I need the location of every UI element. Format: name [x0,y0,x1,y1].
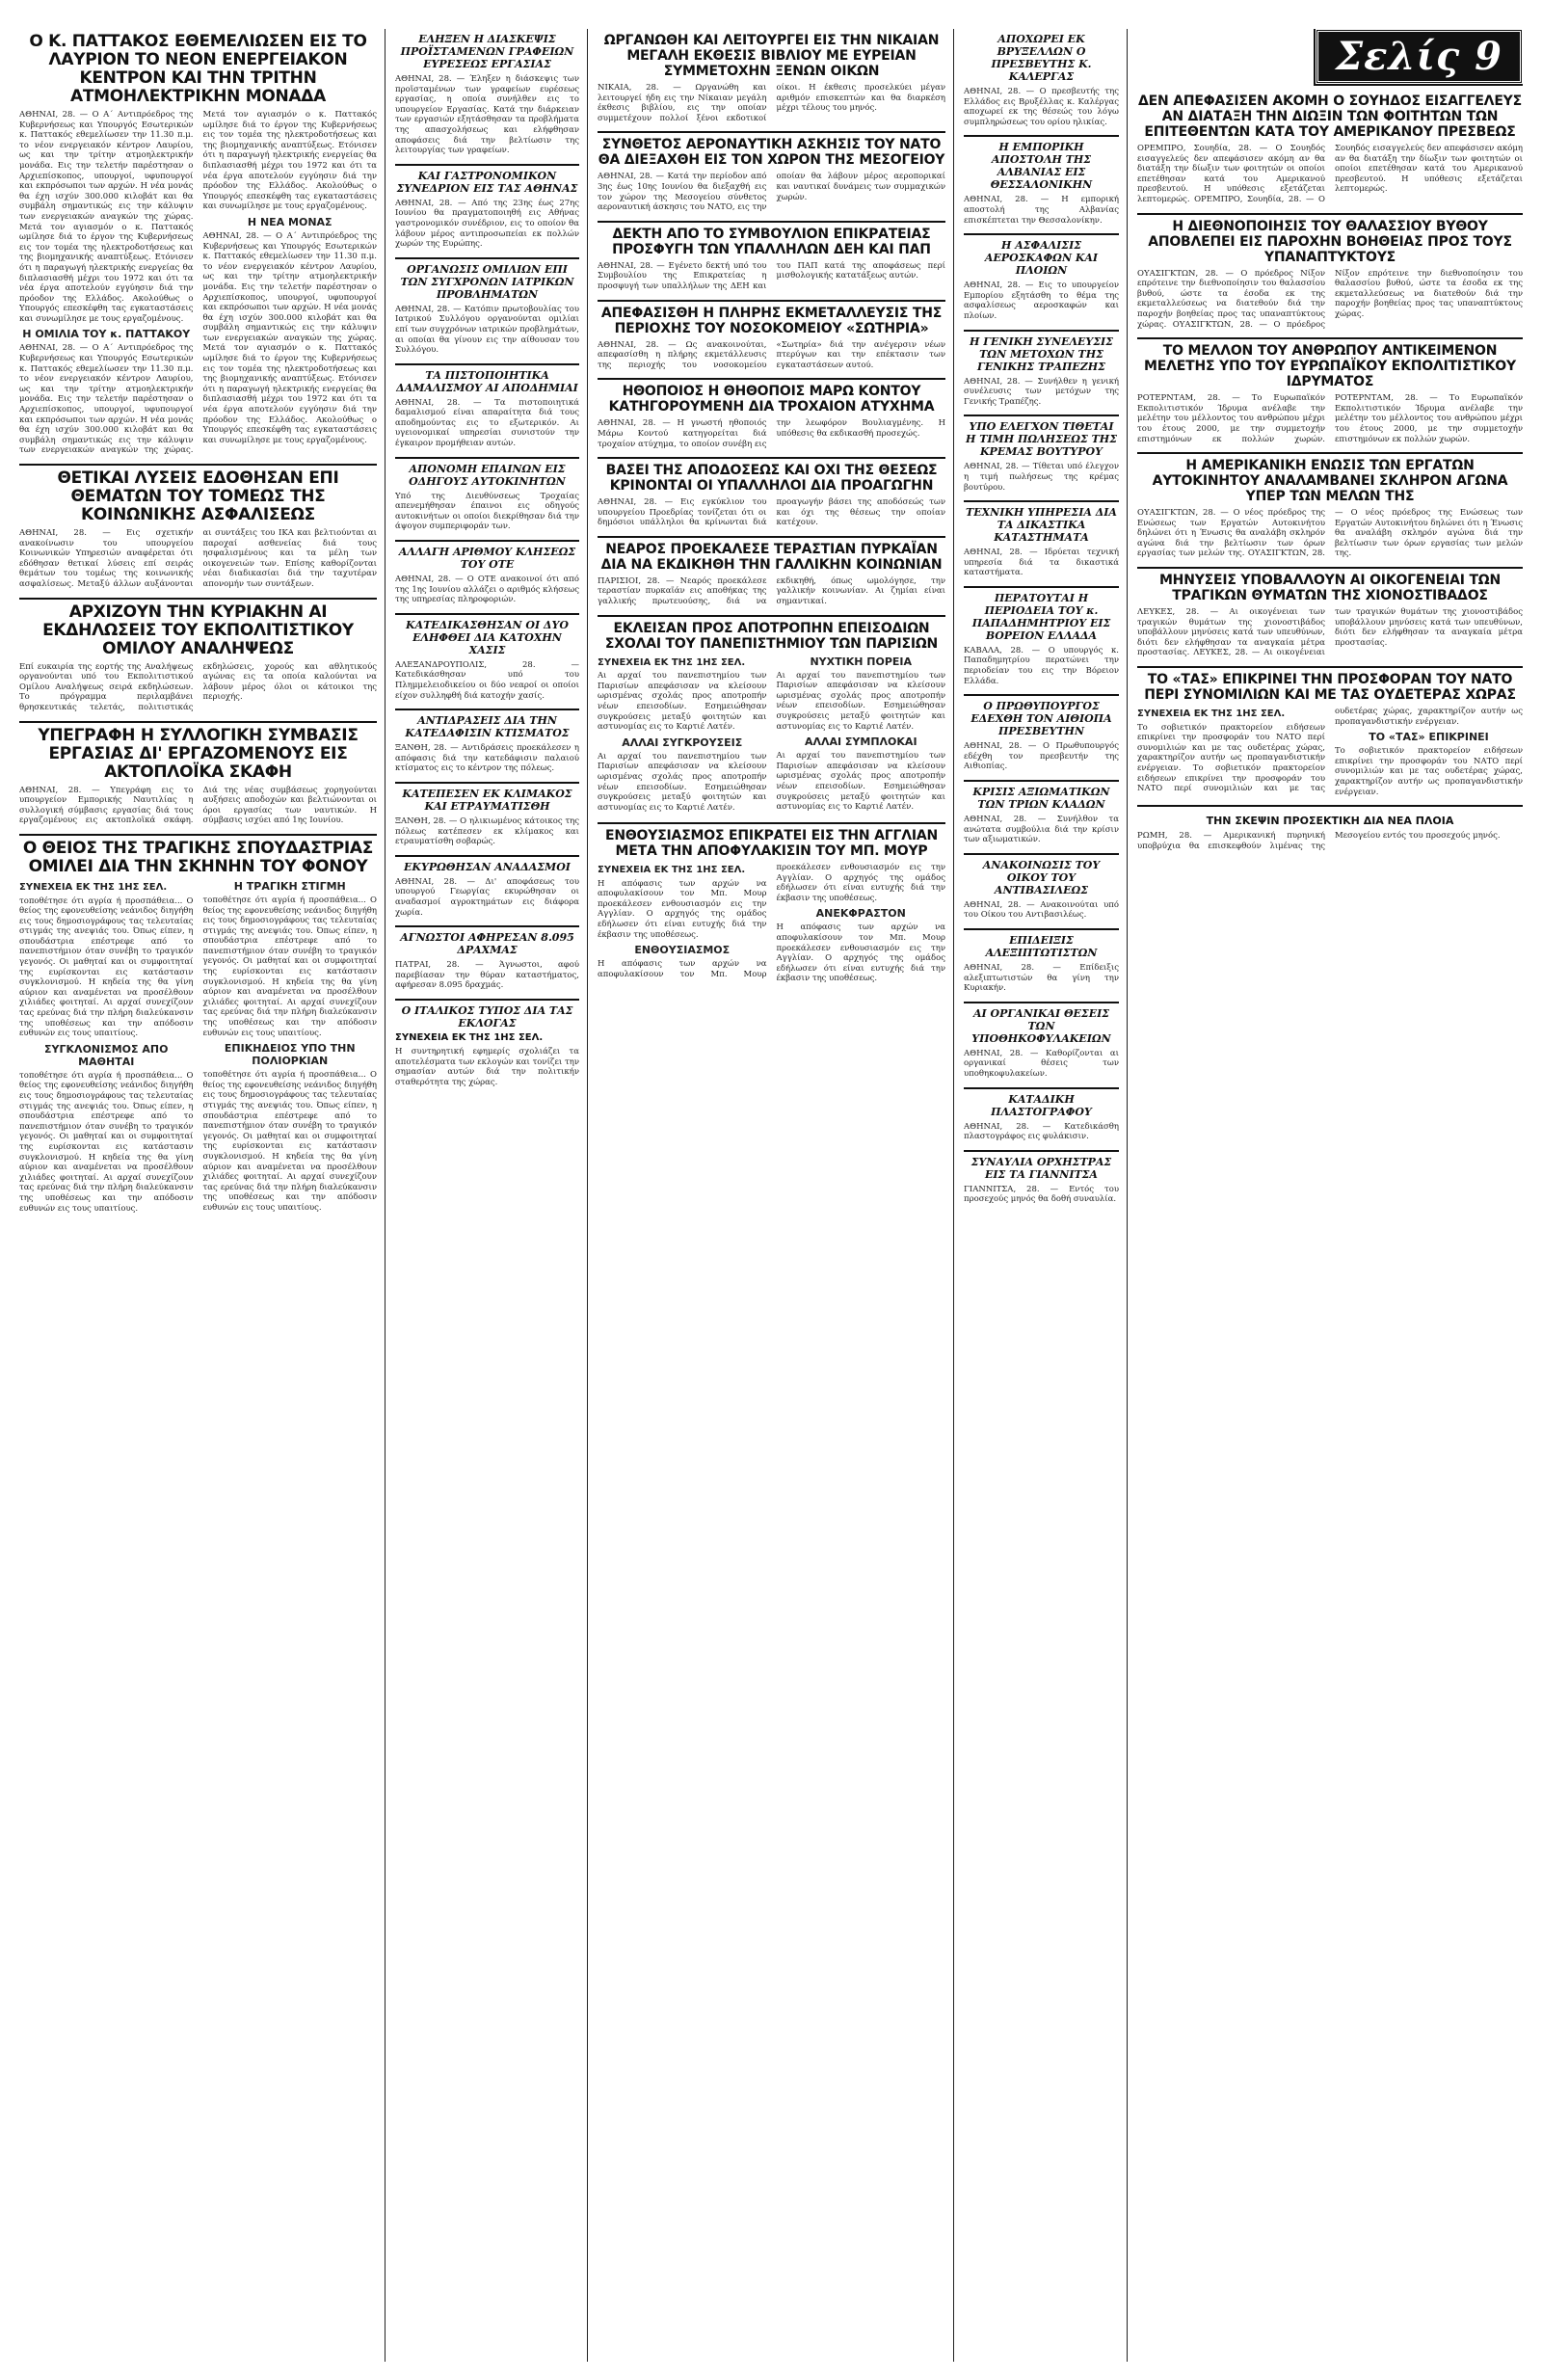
article-body: ΟΥΑΣΙΓΚΤΩΝ, 28. — Ο νέος πρόεδρος της Ενώσεως των Εργατών Αυτοκινήτου δηλώνει ότι η Ένωσις θα αναλάβη σκληρόν αγώνα διά την βελτίωσιν των όρων εργασίας των μελών της. ΟΥΑΣΙΓΚΤΩΝ, 28. — Ο νέος πρόεδρος της Ενώσεως των Εργατών Αυτοκινήτου δηλώνει ότι η Ένωσις θα αναλάβη σκληρόν αγώνα διά την βελτίωσιν των όρων εργασίας των μελών της. [1137,508,1523,559]
article-submarines [1137,807,1523,859]
headline: ΑΠΕΦΑΣΙΣΘΗ Η ΠΛΗΡΗΣ ΕΚΜΕΤΑΛΛΕΥΣΙΣ ΤΗΣ ΠΕΡΙΟΧΗΣ ΤΟΥ ΝΟΣΟΚΟΜΕΙΟΥ «ΣΩΤΗΡΙΑ» [600,305,943,336]
article-body: ΑΘΗΝΑΙ, 28. — Τα πιστοποιητικά δαμαλισμού είναι απαραίτητα διά τους αποδημούντας εις το εξωτερικόν. Αι υγειονομικαί υπηρεσίαι συνιστούν την έγκαιρον προμήθειαν αυτών. [395,397,579,449]
article-paris-university [598,617,945,824]
subheading: ΑΝΕΚΦΡΑΣΤΟΝ [815,907,906,921]
article-butter-cream [964,416,1119,502]
headline: ΘΕΤΙΚΑΙ ΛΥΣΕΙΣ ΕΔΟΘΗΣΑΝ ΕΠΙ ΘΕΜΑΤΩΝ ΤΟΥ ΤΟΜΕΩΣ ΤΗΣ ΚΟΙΝΩΝΙΚΗΣ ΑΣΦΑΛΙΣΕΩΣ [57,468,339,524]
article-student-uncle [19,836,377,1223]
article-future-man [1137,339,1523,454]
article-officers-review [964,782,1119,855]
article-body: ΟΥΑΣΙΓΚΤΩΝ, 28. — Ο πρόεδρος Νίξον επρότεινε την διεθνοποίησιν του θαλασσίου βυθού, ώστε τα έσοδα εκ της εκμεταλλεύσεως να διατεθούν διά την παροχήν βοηθείας προς τας υπαναπτύκτους χώρας. ΟΥΑΣΙΓΚΤΩΝ, 28. — Ο πρόεδρος Νίξον επρότεινε την διεθνοποίησιν του θαλασσίου βυθού, ώστε τα έσοδα εκ της εκμεταλλεύσεως να διατεθούν διά την παροχήν βοηθείας προς τας υπαναπτύκτους χώρας. [1137,268,1523,330]
subheading: ΣΥΓΚΛΟΝΙΣΜΟΣ ΑΠΟ ΜΑΘΗΤΑΙ [44,1042,169,1068]
article-nato-exercise [598,133,945,222]
headline: ΠΕΡΑΤΟΥΤΑΙ Η ΠΕΡΙΟΔΕΙΑ ΤΟΥ κ. ΠΑΠΑΔΗΜΗΤΡΙΟΥ ΕΙΣ ΒΟΡΕΙΟΝ ΕΛΛΑΔΑ [971,591,1111,642]
article-seabed [1137,215,1523,340]
column-5 [1137,29,1523,2362]
article-body: Η συντηρητική εφημερίς σχολιάζει τα αποτελέσματα των εκλογών και τονίζει την σημασίαν αυτών διά την πολιτικήν σταθερότητα της χώρας. [395,1046,579,1087]
article-body: ΣΥΝΕΧΕΙΑ ΕΚ ΤΗΣ 1ΗΣ ΣΕΛ. Το σοβιετικόν πρακτορείον ειδήσεων επικρίνει την προσφοράν του ΝΑΤΟ περί συνομιλιών και με τας ουδετέρας χώρας, χαρακτηρίζον αυτήν ως προπαγανδιστικήν ενέργειαν. Το σοβιετικόν πρακτορείον ειδήσεων επικρίνει την προσφοράν του ΝΑΤΟ περί συνομιλιών και με τας ουδετέρας χώρας, χαρακτηρίζον αυτήν ως προπαγανδιστικήν ενέργειαν. ΤΟ «ΤΑΣ» ΕΠΙΚΡΙΝΕΙ Το σοβιετικόν πρακτορείον ειδήσεων επικρίνει την προσφοράν του ΝΑΤΟ περί συνομιλιών και με τας ουδετέρας χώρας, χαρακτηρίζον αυτήν ως προπαγανδιστικήν ενέργειαν. [1137,707,1523,797]
headline: ΑΠΟΝΟΜΗ ΕΠΑΙΝΩΝ ΕΙΣ ΟΔΗΓΟΥΣ ΑΥΤΟΚΙΝΗΤΩΝ [409,462,566,488]
article-body: ΑΘΗΝΑΙ, 28. — Εις εγκύκλιον του υπουργείου Προεδρίας τονίζεται ότι οι δημόσιοι υπάλληλοι θα κρίνωνται διά προαγωγήν βάσει της αποδόσεώς των και όχι της θέσεως την οποίαν κατέχουν. [598,497,945,528]
article-general-bank [964,332,1119,417]
article-forger [964,1089,1119,1152]
article-body: ΡΟΤΕΡΝΤΑΜ, 28. — Το Ευρωπαϊκόν Εκπολιτιστικόν Ίδρυμα ανέλαβε την μελέτην του μέλλοντος του ανθρώπου μέχρι του έτους 2000, με την συμμετοχήν επιστημόνων εκ πολλών χωρών. ΡΟΤΕΡΝΤΑΜ, 28. — Το Ευρωπαϊκόν Εκπολιτιστικόν Ίδρυμα ανέλαβε την μελέτην του μέλλοντος του ανθρώπου μέχρι του έτους 2000, με την συμμετοχήν επιστημόνων εκ πολλών χωρών. [1137,393,1523,444]
column-4 [964,29,1128,2362]
headline: ΤΕΧΝΙΚΗ ΥΠΗΡΕΣΙΑ ΔΙΑ ΤΑ ΔΙΚΑΣΤΙΚΑ ΚΑΤΑΣΤΗΜΑΤΑ [966,506,1117,545]
headline: ΚΑΤΕΠΕΣΕΝ ΕΚ ΚΛΙΜΑΚΟΣ ΚΑΙ ΕΤΡΑΥΜΑΤΙΣΘΗ [402,787,572,813]
headline: ΤΗΝ ΣΚΕΨΙΝ ΠΡΟΣΕΚΤΙΚΗ ΔΙΑ ΝΕΑ ΠΛΟΙΑ [1206,815,1454,828]
article-body: ΑΘΗΝΑΙ, 28. — Καθορίζονται αι οργανικαί θέσεις των υποθηκοφυλακείων. [964,1048,1119,1079]
article-body: ΑΘΗΝΑΙ, 28. — Κατεδικάσθη πλαστογράφος εις φυλάκισιν. [964,1121,1119,1142]
headline: ΔΕΝ ΑΠΕΦΑΣΙΣΕΝ ΑΚΟΜΗ Ο ΣΟΥΗΔΟΣ ΕΙΣΑΓΓΕΛΕΥΣ ΑΝ ΔΙΑΤΑΞΗ ΤΗΝ ΔΙΩΞΙΝ ΤΩΝ ΦΟΙΤΗΤΩΝ ΤΩΝ ΕΠΙΤΕΘΕΝΤΩΝ ΚΑΤΑ ΤΟΥ ΑΜΕΡΙΚΑΝΟΥ ΠΡΕΣΒΕΩΣ [1138,94,1522,140]
headline: ΕΚΥΡΩΘΗΣΑΝ ΑΝΑΔΑΣΜΟΙ [404,860,571,873]
headline: ΕΠΙΔΕΙΞΙΣ ΑΛΕΞΙΠΤΩΤΙΣΤΩΝ [985,934,1098,959]
article-body: ΑΘΗΝΑΙ, 28. — Η γνωστή ηθοποιός Μάρω Κοντού κατηγορείται διά τροχαίον ατύχημα, το οποίον συνέβη εις την λεωφόρον Βουλιαγμένης. Η υπόθεσις θα εκδικασθή προσεχώς. [598,418,945,449]
headline: ΕΛΗΞΕΝ Η ΔΙΑΣΚΕΨΙΣ ΠΡΟΪΣΤΑΜΕΝΩΝ ΓΡΑΦΕΙΩΝ ΕΥΡΕΣΕΩΣ ΕΡΓΑΣΙΑΣ [400,33,574,70]
subheading: Η ΟΜΙΛΙΑ ΤΟΥ κ. ΠΑΤΤΑΚΟΥ [22,328,191,341]
article-social-insurance [19,466,377,600]
article-mortgage-offices [964,1003,1119,1089]
article-theft [395,927,579,1001]
headline: ΝΕΑΡΟΣ ΠΡΟΕΚΑΛΕΣΕ ΤΕΡΑΣΤΙΑΝ ΠΥΡΚΑΪΑΝ ΔΙΑ ΝΑ ΕΚΔΙΚΗΘΗ ΤΗΝ ΓΑΛΛΙΚΗΝ ΚΟΙΝΩΝΙΑΝ [600,541,943,573]
article-medical-talks [395,259,579,365]
article-drivers-awards [395,459,579,542]
article-sotiria-hospital [598,302,945,381]
article-land-redistribution [395,857,579,927]
article-body: ΑΘΗΝΑΙ, 28. — Ο ΟΤΕ ανακοινοί ότι από της 1ης Ιουνίου αλλάζει ο αριθμός κλήσεως της υπηρεσίας πληροφοριών. [395,575,579,605]
subheading: ΤΟ «ΤΑΣ» ΕΠΙΚΡΙΝΕΙ [1369,731,1489,744]
column-3 [598,29,954,2362]
headline: Η ΑΜΕΡΙΚΑΝΙΚΗ ΕΝΩΣΙΣ ΤΩΝ ΕΡΓΑΤΩΝ ΑΥΤΟΚΙΝΗΤΟΥ ΑΝΑΛΑΜΒΑΝΕΙ ΣΚΛΗΡΟΝ ΑΓΩΝΑ ΥΠΕΡ ΤΩΝ ΜΕΛΩΝ ΤΗΣ [1152,458,1508,505]
article-paris-fire [598,538,945,617]
article-analipseos-club [19,600,377,723]
subheading: Η ΝΕΑ ΜΟΝΑΣ [247,215,332,228]
article-hashish [395,615,579,710]
headline: Ο ΠΡΩΘΥΠΟΥΡΓΟΣ ΕΔΕΧΘΗ ΤΟΝ ΑΙΘΙΟΠΑ ΠΡΕΣΒΕΥΤΗΝ [970,700,1112,738]
article-body: ΠΑΤΡΑΙ, 28. — Άγνωστοι, αφού παρεβίασαν την θύραν καταστήματος, αφήρεσαν 8.095 δραχμάς. [395,960,579,991]
headline: ΑΠΟΧΩΡΕΙ ΕΚ ΒΡΥΞΕΛΛΩΝ Ο ΠΡΕΣΒΕΥΤΗΣ Κ. ΚΑΛΕΡΓΑΣ [991,33,1092,83]
article-dei-appeal [598,223,945,302]
article-actress-accident [598,380,945,459]
headline: ΣΥΝΑΥΛΙΑ ΟΡΧΗΣΤΡΑΣ ΕΙΣ ΤΑ ΓΙΑΝΝΙΤΣΑ [970,1155,1112,1181]
headline: ΟΡΓΑΝΩΣΙΣ ΟΜΙΛΙΩΝ ΕΠΙ ΤΩΝ ΣΥΓΧΡΟΝΩΝ ΙΑΤΡΙΚΩΝ ΠΡΟΒΛΗΜΑΤΩΝ [400,262,574,301]
subheading: ΕΠΙΚΗΔΕΙΟΣ ΥΠΟ ΤΗΝ ΠΟΛΙΟΡΚΙΑΝ [224,1042,356,1068]
article-moore-release [598,824,945,992]
article-body: ΑΘΗΝΑΙ, 28. — Έληξεν η διάσκεψις των προϊσταμένων των γραφείων ευρέσεως εργασίας, η οποία συνήλθεν εις το υπουργείον Εργασίας. Κατά την διάρκειαν των εργασιών εξητάσθησαν τα προβλήματα της απασχολήσεως και ελήφθησαν αποφάσεις διά την βελτίωσιν της λειτουργίας των γραφείων. [395,74,579,156]
article-body: ΑΘΗΝΑΙ, 28. — Ο πρεσβευτής της Ελλάδος εις Βρυξέλλας κ. Καλέργας αποχωρεί εκ της θέσεώς του λόγω συμπληρώσεως του ορίου ηλικίας. [964,87,1119,127]
article-body: ΚΑΒΑΛΑ, 28. — Ο υπουργός κ. Παπαδημητρίου περατώνει την περιοδείαν του εις την Βόρειον Ελλάδα. [964,645,1119,686]
headline: ΚΑΤΑΔΙΚΗ ΠΛΑΣΤΟΓΡΑΦΟΥ [991,1092,1092,1118]
subheading: ΕΝΘΟΥΣΙΑΣΜΟΣ [634,944,731,957]
headline: Η ΑΣΦΑΛΙΣΙΣ ΑΕΡΟΣΚΑΦΩΝ ΚΑΙ ΠΛΟΙΩΝ [984,239,1099,278]
headline: ΜΗΝΥΣΕΙΣ ΥΠΟΒΑΛΛΟΥΝ ΑΙ ΟΙΚΟΓΕΝΕΙΑΙ ΤΩΝ ΤΡΑΓΙΚΩΝ ΘΥΜΑΤΩΝ ΤΗΣ ΧΙΟΝΟΣΤΙΒΑΔΟΣ [1158,573,1502,604]
article-regent-office [964,855,1119,930]
article-body: ΡΩΜΗ, 28. — Αμερικανική πυρηνική υποβρύχια θα επισκεφθούν λιμένας της Μεσογείου εντός του προσεχούς μηνός. [1137,831,1501,851]
headline: ΑΛΛΑΓΗ ΑΡΙΘΜΟΥ ΚΛΗΣΕΩΣ ΤΟΥ ΟΤΕ [398,546,576,572]
columns [19,29,1523,2362]
headline: ΥΠΟ ΕΛΕΓΧΟΝ ΤΙΘΕΤΑΙ Η ΤΙΜΗ ΠΩΛΗΣΕΩΣ ΤΗΣ ΚΡΕΜΑΣ ΒΟΥΤΥΡΟΥ [966,420,1117,459]
article-body: Υπό της Διευθύνσεως Τροχαίας απενεμήθησαν έπαινοι εις οδηγούς αυτοκινήτων οι οποίοι διεκρίθησαν διά την άψογον συμπεριφοράν των. [395,491,579,532]
headline: ΔΕΚΤΗ ΑΠΟ ΤΟ ΣΥΜΒΟΥΛΙΟΝ ΕΠΙΚΡΑΤΕΙΑΣ ΠΡΟΣΦΥΓΗ ΤΩΝ ΥΠΑΛΛΗΛΩΝ ΔΕΗ ΚΑΙ ΠΑΠ [612,226,931,257]
article-body: ΑΛΕΞΑΝΔΡΟΥΠΟΛΙΣ, 28. — Κατεδικάσθησαν υπό του Πλημμελειοδικείου οι δύο νεαροί οι οποίοι είχον συλληφθή διά κατοχήν χασίς. [395,659,579,701]
subheading: ΝΥΧΤΙΚΗ ΠΟΡΕΙΑ [810,655,913,668]
continuation-label: ΣΥΝΕΧΕΙΑ ΕΚ ΤΗΣ 1ΗΣ ΣΕΛ. [1137,709,1286,720]
article-body: ΑΘΗΝΑΙ, 28. — Ως ανακοινούται, απεφασίσθη η πλήρης εκμετάλλευσις της περιοχής του νοσοκομείου «Σωτηρία» διά την ανέγερσιν νέων πτερύγων και την επέκτασιν των εγκαταστάσεων αυτού. [598,339,945,370]
article-body: ΑΘΗΝΑΙ, 28. — Από της 23ης έως 27ης Ιουνίου θα πραγματοποιηθή εις Αθήνας γαστρονομικόν συνέδριον, εις το οποίον θα λάβουν μέρος αντιπροσωπείαι εκ πολλών χωρών της Ευρώπης. [395,198,579,250]
article-body: ΟΡΕΜΠΡΟ, Σουηδία, 28. — Ο Σουηδός εισαγγελεύς δεν απεφάσισεν ακόμη αν θα διατάξη την δίωξιν των φοιτητών οι οποίοι επετέθησαν κατά του Αμερικανού πρεσβευτού. Η υπόθεσις εξετάζεται λεπτομερώς. ΟΡΕΜΠΡΟ, Σουηδία, 28. — Ο Σουηδός εισαγγελεύς δεν απεφάσισεν ακόμη αν θα διατάξη την δίωξιν των φοιτητών οι οποίοι επετέθησαν κατά του Αμερικανού πρεσβευτού. Η υπόθεσις εξετάζεται λεπτομερώς. [1137,144,1523,204]
article-civil-servants [598,459,945,538]
article-demolition [395,710,579,784]
headline: ΥΠΕΓΡΑΦΗ Η ΣΥΛΛΟΓΙΚΗ ΣΥΜΒΑΣΙΣ ΕΡΓΑΣΙΑΣ ΔΙ' ΕΡΓΑΖΟΜΕΝΟΥΣ ΕΙΣ ΑΚΤΟΠΛΟΪΚΑ ΣΚΑΦΗ [38,725,359,782]
headline: ΕΝΘΟΥΣΙΑΣΜΟΣ ΕΠΙΚΡΑΤΕΙ ΕΙΣ ΤΗΝ ΑΓΓΛΙΑΝ ΜΕΤΑ ΤΗΝ ΑΠΟΦΥΛΑΚΙΣΙΝ ΤΟΥ ΜΠ. ΜΟΥΡ [604,828,939,860]
headline: ΑΙ ΟΡΓΑΝΙΚΑΙ ΘΕΣΕΙΣ ΤΩΝ ΥΠΟΘΗΚΟΦΥΛΑΚΕΙΩΝ [971,1006,1111,1045]
headline: Ο Κ. ΠΑΤΤΑΚΟΣ ΕΘΕΜΕΛΙΩΣΕΝ ΕΙΣ ΤΟ ΛΑΥΡΙΟΝ ΤΟ ΝΕΟΝ ΕΝΕΡΓΕΙΑΚΟΝ ΚΕΝΤΡΟΝ ΚΑΙ ΤΗΝ ΤΡΙΤΗΝ ΑΤΜΟΗΛΕΚΤΡΙΚΗΝ ΜΟΝΑΔΑ [29,32,367,106]
headline: Η ΓΕΝΙΚΗ ΣΥΝΕΛΕΥΣΙΣ ΤΩΝ ΜΕΤΟΧΩΝ ΤΗΣ ΓΕΝΙΚΗΣ ΤΡΑΠΕΖΗΣ [970,334,1113,373]
article-body: ΣΥΝΕΧΕΙΑ ΕΚ ΤΗΣ 1ΗΣ ΣΕΛ. Αι αρχαί του πανεπιστημίου των Παρισίων απεφάσισαν να κλείσουν ωρισμένας σχολάς προς αποτροπήν νέων επεισοδίων. Εσημειώθησαν συγκρούσεις μεταξύ φοιτητών και αστυνομίας εις το Καρτιέ Λατέν. ΑΛΛΑΙ ΣΥΓΚΡΟΥΣΕΙΣ Αι αρχαί του πανεπιστημίου των Παρισίων απεφάσισαν να κλείσουν ωρισμένας σχολάς προς αποτροπήν νέων επεισοδίων. Εσημειώθησαν συγκρούσεις μεταξύ φοιτητών και αστυνομίας εις το Καρτιέ Λατέν. ΝΥΧΤΙΚΗ ΠΟΡΕΙΑ Αι αρχαί του πανεπιστημίου των Παρισίων απεφάσισαν να κλείσουν ωρισμένας σχολάς προς αποτροπήν νέων επεισοδίων. Εσημειώθησαν συγκρούσεις μεταξύ φοιτητών και αστυνομίας εις το Καρτιέ Λατέν. ΑΛΛΑΙ ΣΥΜΠΛΟΚΑΙ Αι αρχαί του πανεπιστημίου των Παρισίων απεφάσισαν να κλείσουν ωρισμένας σχολάς προς αποτροπήν νέων επεισοδίων. Εσημειώθησαν συγκρούσεις μεταξύ φοιτητών και αστυνομίας εις το Καρτιέ Λατέν. [598,655,945,813]
headline: ΑΝΤΙΔΡΑΣΕΙΣ ΔΙΑ ΤΗΝ ΚΑΤΕΔΑΦΙΣΙΝ ΚΤΙΣΜΑΤΟΣ [405,714,570,740]
article-pattakos-lavrio [19,29,377,466]
article-body: ΑΘΗΝΑΙ, 28. — Ανακοινούται υπό του Οίκου του Αντιβασιλέως. [964,899,1119,921]
headline: ΣΥΝΘΕΤΟΣ ΑΕΡΟΝΑΥΤΙΚΗ ΑΣΚΗΣΙΣ ΤΟΥ ΝΑΤΟ ΘΑ ΔΙΕΞΑΧΘΗ ΕΙΣ ΤΟΝ ΧΩΡΟΝ ΤΗΣ ΜΕΣΟΓΕΙΟΥ [598,137,945,169]
headline: ΩΡΓΑΝΩΘΗ ΚΑΙ ΛΕΙΤΟΥΡΓΕΙ ΕΙΣ ΤΗΝ ΝΙΚΑΙΑΝ ΜΕΓΑΛΗ ΕΚΘΕΣΙΣ ΒΙΒΛΙΟΥ ΜΕ ΕΥΡΕΙΑΝ ΣΥΜΜΕΤΟΧΗΝ ΞΕΝΩΝ ΟΙΚΩΝ [603,33,940,79]
subheading: ΑΛΛΑΙ ΣΥΜΠΛΟΚΑΙ [804,735,917,749]
article-avalanche [1137,569,1523,668]
article-paratroopers [964,930,1119,1003]
column-1 [19,29,386,2362]
headline: ΤΑ ΠΙΣΤΟΠΟΙΗΤΙΚΑ ΔΑΜΑΛΙΣΜΟΥ ΑΙ ΑΠΟΔΗΜΙΑΙ [396,368,578,394]
article-albania-mission [964,137,1119,235]
subheading: ΑΛΛΑΙ ΣΥΓΚΡΟΥΣΕΙΣ [622,735,743,749]
headline: ΚΑΤΕΔΙΚΑΣΘΗΣΑΝ ΟΙ ΔΥΟ ΕΛΗΦΘΕΙ ΔΙΑ ΚΑΤΟΧΗΝ ΧΑΣΙΣ [406,618,569,656]
article-body: ΑΘΗΝΑΙ, 28. — Εις σχετικήν ανακοίνωσιν του υπουργείου Κοινωνικών Υπηρεσιών αναφέρεται ότι εδόθησαν θετικαί λύσεις επί σειράς θεμάτων του τομέως της κοινωνικής ασφαλίσεως. Μεταξύ άλλων αυξάνονται αι συντάξεις του ΙΚΑ και βελτιούνται αι παροχαί ασθενείας διά τους ησφαλισμένους και τα μέλη των οικογενειών των. Επίσης καθορίζονται νέαι διαδικασίαι διά την ταχυτέραν απονομήν των συντάξεων. [19,528,377,589]
column-2 [395,29,588,2362]
article-body: ΑΘΗΝΑΙ, 28. — Ο Α΄ Αντιπρόεδρος της Κυβερνήσεως και Υπουργός Εσωτερικών κ. Παττακός εθεμελίωσεν την 11.30 π.μ. το νέον ενεργειακόν κέντρον Λαυρίου, ως και την τρίτην ατμοηλεκτρικήν μονάδα. Εις την τελετήν παρέστησαν ο Αρχιεπίσκοπος, υπουργοί, υφυπουργοί και εκπρόσωποι των αρχών. Η νέα μονάς θα έχη ισχύν 300.000 κιλοβάτ και θα συμβάλη σημαντικώς εις την κάλυψιν των ενεργειακών αναγκών της χώρας. Μετά τον αγιασμόν ο κ. Παττακός ωμίλησε διά το έργον της Κυβερνήσεως εις τον τομέα της ηλεκτροδοτήσεως και της βιομηχανικής αναπτύξεως. Ετόνισεν ότι η παραγωγή ηλεκτρικής ενεργείας θα διπλασιασθή μέχρι του 1972 και ότι τα νέα έργα αποτελούν εγγύησιν διά την πρόοδον της Ελλάδος. Ακολούθως ο Υπουργός επεσκέφθη τας εγκαταστάσεις και συνωμίλησε με τους εργαζομένους. Η ΟΜΙΛΙΑ ΤΟΥ κ. ΠΑΤΤΑΚΟΥ ΑΘΗΝΑΙ, 28. — Ο Α΄ Αντιπρόεδρος της Κυβερνήσεως και Υπουργός Εσωτερικών κ. Παττακός εθεμελίωσεν την 11.30 π.μ. το νέον ενεργειακόν κέντρον Λαυρίου, ως και την τρίτην ατμοηλεκτρικήν μονάδα. Εις την τελετήν παρέστησαν ο Αρχιεπίσκοπος, υπουργοί, υφυπουργοί και εκπρόσωποι των αρχών. Η νέα μονάς θα έχη ισχύν 300.000 κιλοβάτ και θα συμβάλη σημαντικώς εις την κάλυψιν των ενεργειακών αναγκών της χώρας. Μετά τον αγιασμόν ο κ. Παττακός ωμίλησε διά το έργον της Κυβερνήσεως εις τον τομέα της ηλεκτροδοτήσεως και της βιομηχανικής αναπτύξεως. Ετόνισεν ότι η παραγωγή ηλεκτρικής ενεργείας θα διπλασιασθή μέχρι του 1972 και ότι τα νέα έργα αποτελούν εγγύησιν διά την πρόοδον της Ελλάδος. Ακολούθως ο Υπουργός επεσκέφθη τας εγκαταστάσεις και συνωμίλησε με τους εργαζομένους. Η ΝΕΑ ΜΟΝΑΣ ΑΘΗΝΑΙ, 28. — Ο Α΄ Αντιπρόεδρος της Κυβερνήσεως και Υπουργός Εσωτερικών κ. Παττακός εθεμελίωσεν την 11.30 π.μ. το νέον ενεργειακόν κέντρον Λαυρίου, ως και την τρίτην ατμοηλεκτρικήν μονάδα. Εις την τελετήν παρέστησαν ο Αρχιεπίσκοπος, υπουργοί, υφυπουργοί και εκπρόσωποι των αρχών. Η νέα μονάς θα έχη ισχύν 300.000 κιλοβάτ και θα συμβάλη σημαντικώς εις την κάλυψιν των ενεργειακών αναγκών της χώρας. Μετά τον αγιασμόν ο κ. Παττακός ωμίλησε διά το έργον της Κυβερνήσεως εις τον τομέα της ηλεκτροδοτήσεως και της βιομηχανικής αναπτύξεως. Ετόνισεν ότι η παραγωγή ηλεκτρικής ενεργείας θα διπλασιασθή μέχρι του 1972 και ότι τα νέα έργα αποτελούν εγγύησιν διά την πρόοδον της Ελλάδος. Ακολούθως ο Υπουργός επεσκέφθη τας εγκαταστάσεις και συνωμίλησε με τους εργαζομένους. [19,110,377,456]
continuation-label: ΣΥΝΕΧΕΙΑ ΕΚ ΤΗΣ 1ΗΣ ΣΕΛ. [395,1031,544,1043]
article-insurance [964,235,1119,331]
headline: ΒΑΣΕΙ ΤΗΣ ΑΠΟΔΟΣΕΩΣ ΚΑΙ ΟΧΙ ΤΗΣ ΘΕΣΕΩΣ ΚΡΙΝΟΝΤΑΙ ΟΙ ΥΠΑΛΛΗΛΟΙ ΔΙΑ ΠΡΟΑΓΩΓΗΝ [605,463,938,495]
headline: Η ΔΙΕΘΝΟΠΟΙΗΣΙΣ ΤΟΥ ΘΑΛΑΣΣΙΟΥ ΒΥΘΟΥ ΑΠΟΒΛΕΠΕΙ ΕΙΣ ΠΑΡΟΧΗΝ ΒΟΗΘΕΙΑΣ ΠΡΟΣ ΤΟΥΣ ΥΠΑΝΑΠΤΥΚΤΟΥΣ [1148,218,1512,265]
page-number-badge: Σελίς 9 [1316,29,1523,84]
article-auto-workers [1137,454,1523,569]
article-body: ΑΘΗΝΑΙ, 28. — Η εμπορική αποστολή της Αλβανίας επισκέπτεται την Θεσσαλονίκην. [964,195,1119,226]
article-ambassador-kalergas [964,29,1119,137]
article-body: ΑΘΗΝΑΙ, 28. — Υπεγράφη εις το υπουργείον Εμπορικής Ναυτιλίας η συλλογική σύμβασις εργασίας διά τους εργαζομένους εις ακτοπλοϊκά σκάφη. Διά της νέας συμβάσεως χορηγούνται αυξήσεις αποδοχών και βελτιώνονται οι όροι εργασίας των ναυτικών. Η σύμβασις ισχύει από 1ης Ιουνίου. [19,785,377,826]
article-ladder-fall [395,784,579,857]
article-gastronomy [395,166,579,259]
article-body: ΑΘΗΝΑΙ, 28. — Εις το υπουργείον Εμπορίου εξητάσθη το θέμα της ασφαλίσεως αεροσκαφών και πλοίων. [964,281,1119,321]
article-tass-nato [1137,668,1523,807]
article-body: ΑΘΗΝΑΙ, 28. — Κατά την περίοδον από 3ης έως 10ης Ιουνίου θα διεξαχθή εις τον χώρον της Μεσογείου σύνθετος αεροναυτική άσκησις του ΝΑΤΟ, εις την οποίαν θα λάβουν μέρος αεροπορικαί και ναυτικαί δυνάμεις των συμμαχικών χωρών. [598,172,945,213]
article-body: Επί ευκαιρία της εορτής της Αναλήψεως οργανούνται υπό του Εκπολιτιστικού Ομίλου Αναλήψεως σειρά εκδηλώσεων. Το πρόγραμμα περιλαμβάνει θρησκευτικάς τελετάς, πολιτιστικάς εκδηλώσεις, χορούς και αθλητικούς αγώνας εις τα οποία καλούνται να λάβουν μέρος όλοι οι κάτοικοι της περιοχής. [19,661,377,712]
continuation-label: ΣΥΝΕΧΕΙΑ ΕΚ ΤΗΣ 1ΗΣ ΣΕΛ. [19,881,168,893]
article-vaccination [395,365,579,459]
article-court-service [964,502,1119,588]
article-body: ΑΘΗΝΑΙ, 28. — Ιδρύεται τεχνική υπηρεσία διά τα δικαστικά καταστήματα. [964,548,1119,578]
article-italian-press [395,1001,579,1095]
continuation-label: ΣΥΝΕΧΕΙΑ ΕΚ ΤΗΣ 1ΗΣ ΣΕΛ. [598,656,746,668]
article-swedish-prosecutor [1137,90,1523,215]
headline: Η ΕΜΠΟΡΙΚΗ ΑΠΟΣΤΟΛΗ ΤΗΣ ΑΛΒΑΝΙΑΣ ΕΙΣ ΘΕΣΣΑΛΟΝΙΚΗΝ [990,141,1093,192]
article-body: ΑΘΗΝΑΙ, 28. — Κατόπιν πρωτοβουλίας του Ιατρικού Συλλόγου οργανούνται ομιλίαι επί των συγχρόνων ιατρικών προβλημάτων, αι οποίαι θα γίνουν εις την αίθουσαν του Συλλόγου. [395,304,579,356]
headline: ΑΝΑΚΟΙΝΩΣΙΣ ΤΟΥ ΟΙΚΟΥ ΤΟΥ ΑΝΤΙΒΑΣΙΛΕΩΣ [982,858,1101,896]
article-ote-number [395,542,579,615]
headline: ΤΟ «ΤΑΣ» ΕΠΙΚΡΙΝΕΙ ΤΗΝ ΠΡΟΣΦΟΡΑΝ ΤΟΥ ΝΑΤΟ ΠΕΡΙ ΣΥΝΟΜΙΛΙΩΝ ΚΑΙ ΜΕ ΤΑΣ ΟΥΔΕΤΕΡΑΣ ΧΩΡΑΣ [1144,672,1516,704]
headline: ΚΡΙΣΙΣ ΑΞΙΩΜΑΤΙΚΩΝ ΤΩΝ ΤΡΙΩΝ ΚΛΑΔΩΝ [972,786,1110,812]
article-body: ΓΙΑΝΝΙΤΣΑ, 28. — Εντός του προσεχούς μηνός θα δοθή συναυλία. [964,1184,1119,1205]
article-employment-offices [395,29,579,166]
article-pm-ethiopia [964,696,1119,782]
article-body: ΞΑΝΘΗ, 28. — Αντιδράσεις προεκάλεσεν η απόφασις διά την κατεδάφισιν παλαιού κτίσματος εις το κέντρον της πόλεως. [395,743,579,774]
article-papadimitriou-tour [964,588,1119,696]
article-book-fair [598,29,945,133]
article-labor-contract [19,723,377,836]
article-body: ΑΘΗΝΑΙ, 28. — Συνήλθεν η γενική συνέλευσις των μετόχων της Γενικής Τραπέζης. [964,376,1119,407]
article-body: ΑΘΗΝΑΙ, 28. — Συνήλθον τα ανώτατα συμβούλια διά την κρίσιν των αξιωματικών. [964,815,1119,845]
article-body: ΞΑΝΘΗ, 28. — Ο ηλικιωμένος κάτοικος της πόλεως κατέπεσεν εκ κλίμακος και ετραυματίσθη σοβαρώς. [395,816,579,847]
headline: ΤΟ ΜΕΛΛΟΝ ΤΟΥ ΑΝΘΡΩΠΟΥ ΑΝΤΙΚΕΙΜΕΝΟΝ ΜΕΛΕΤΗΣ ΥΠΟ ΤΟΥ ΕΥΡΩΠΑΪΚΟΥ ΕΚΠΟΛΙΤΙΣΤΙΚΟΥ ΙΔΡΥΜΑΤΟΣ [1144,343,1516,390]
page-masthead [1137,29,1523,84]
headline: ΕΚΛΕΙΣΑΝ ΠΡΟΣ ΑΠΟΤΡΟΠΗΝ ΕΠΕΙΣΟΔΙΩΝ ΣΧΟΛΑΙ ΤΟΥ ΠΑΝΕΠΙΣΤΗΜΙΟΥ ΤΩΝ ΠΑΡΙΣΙΩΝ [604,620,939,652]
article-body: ΑΘΗΝΑΙ, 28. — Δι' αποφάσεως του υπουργού Γεωργίας εκυρώθησαν οι αναδασμοί αγροκτημάτων εις διάφορα χωρία. [395,876,579,918]
subheading: Η ΤΡΑΓΙΚΗ ΣΤΙΓΜΗ [233,879,346,893]
headline: ΗΘΟΠΟΙΟΣ Η ΘΗΘΟΠΟΙΣ ΜΑΡΩ ΚΟΝΤΟΥ ΚΑΤΗΓΟΡΟΥΜΕΝΗ ΔΙΑ ΤΡΟΧΑΙΟΝ ΑΤΥΧΗΜΑ [608,384,935,415]
article-body: ΑΘΗΝΑΙ, 28. — Επίδειξις αλεξιπτωτιστών θα γίνη την Κυριακήν. [964,963,1119,994]
article-body: ΑΘΗΝΑΙ, 28. — Εγένετο δεκτή υπό του Συμβουλίου της Επικρατείας η προσφυγή των υπαλλήλων της ΔΕΗ και του ΠΑΠ κατά της αποφάσεως περί μισθολογικής κατατάξεως αυτών. [598,260,945,291]
headline: Ο ΙΤΑΛΙΚΟΣ ΤΥΠΟΣ ΔΙΑ ΤΑΣ ΕΚΛΟΓΑΣ [401,1003,573,1030]
article-body: ΑΘΗΝΑΙ, 28. — Τίθεται υπό έλεγχον η τιμή πωλήσεως της κρέμας βουτύρου. [964,462,1119,493]
continuation-label: ΣΥΝΕΧΕΙΑ ΕΚ ΤΗΣ 1ΗΣ ΣΕΛ. [598,865,746,876]
article-concert [964,1152,1119,1213]
article-body: ΑΘΗΝΑΙ, 28. — Ο Πρωθυπουργός εδέχθη τον πρεσβευτήν της Αιθιοπίας. [964,741,1119,772]
headline: ΑΓΝΩΣΤΟΙ ΑΦΗΡΕΣΑΝ 8.095 ΔΡΑΧΜΑΣ [400,931,574,957]
headline: ΑΡΧΙΖΟΥΝ ΤΗΝ ΚΥΡΙΑΚΗΝ ΑΙ ΕΚΔΗΛΩΣΕΙΣ ΤΟΥ ΕΚΠΟΛΙΤΙΣΤΙΚΟΥ ΟΜΙΛΟΥ ΑΝΑΛΗΨΕΩΣ [42,602,354,658]
article-body: ΣΥΝΕΧΕΙΑ ΕΚ ΤΗΣ 1ΗΣ ΣΕΛ. Η απόφασις των αρχών να αποφυλακίσουν τον Μπ. Μουρ προεκάλεσεν ενθουσιασμόν εις την Αγγλίαν. Ο αρχηγός της ομάδος εδήλωσεν ότι είναι ευτυχής διά την έκβασιν της υποθέσεως. ΕΝΘΟΥΣΙΑΣΜΟΣ Η απόφασις των αρχών να αποφυλακίσουν τον Μπ. Μουρ προεκάλεσεν ενθουσιασμόν εις την Αγγλίαν. Ο αρχηγός της ομάδος εδήλωσεν ότι είναι ευτυχής διά την έκβασιν της υποθέσεως. ΑΝΕΚΦΡΑΣΤΟΝ Η απόφασις των αρχών να αποφυλακίσουν τον Μπ. Μουρ προεκάλεσεν ενθουσιασμόν εις την Αγγλίαν. Ο αρχηγός της ομάδος εδήλωσεν ότι είναι ευτυχής διά την έκβασιν της υποθέσεως. [598,863,945,984]
article-body: ΛΕΥΚΕΣ, 28. — Αι οικογένειαι των τραγικών θυμάτων της χιονοστιβάδος υποβάλλουν μηνύσεις κατά των υπευθύνων, διότι δεν ελήφθησαν τα αναγκαία μέτρα προστασίας. ΛΕΥΚΕΣ, 28. — Αι οικογένειαι των τραγικών θυμάτων της χιονοστιβάδος υποβάλλουν μηνύσεις κατά των υπευθύνων, διότι δεν ελήφθησαν τα αναγκαία μέτρα προστασίας. [1137,607,1523,658]
article-body: ΣΥΝΕΧΕΙΑ ΕΚ ΤΗΣ 1ΗΣ ΣΕΛ. τοποθέτησε ότι αγρία ή προσπάθεια... Ο θείος της εφονευθείσης νεάνιδος διηγήθη εις τους δημοσιογράφους τας τελευταίας στιγμάς της ανεψιάς του. Όπως είπεν, η σπουδάστρια επέστρεφε από το πανεπιστήμιον όταν συνέβη το τραγικόν γεγονός. Οι μαθηταί και οι συμφοιτηταί της ευρίσκονται εις κατάστασιν συγκλονισμού. Η κηδεία της θα γίνη αύριον και αναμένεται να προσέλθουν χιλιάδες φοιτηταί. Αι αρχαί συνεχίζουν τας ερεύνας διά την πλήρη διαλεύκανσιν της υποθέσεως και την απόδοσιν ευθυνών εις τους υπαιτίους. ΣΥΓΚΛΟΝΙΣΜΟΣ ΑΠΟ ΜΑΘΗΤΑΙ τοποθέτησε ότι αγρία ή προσπάθεια... Ο θείος της εφονευθείσης νεάνιδος διηγήθη εις τους δημοσιογράφους τας τελευταίας στιγμάς της ανεψιάς του. Όπως είπεν, η σπουδάστρια επέστρεφε από το πανεπιστήμιον όταν συνέβη το τραγικόν γεγονός. Οι μαθηταί και οι συμφοιτηταί της ευρίσκονται εις κατάστασιν συγκλονισμού. Η κηδεία της θα γίνη αύριον και αναμένεται να προσέλθουν χιλιάδες φοιτηταί. Αι αρχαί συνεχίζουν τας ερεύνας διά την πλήρη διαλεύκανσιν της υποθέσεως και την απόδοσιν ευθυνών εις τους υπαιτίους. Η ΤΡΑΓΙΚΗ ΣΤΙΓΜΗ τοποθέτησε ότι αγρία ή προσπάθεια... Ο θείος της εφονευθείσης νεάνιδος διηγήθη εις τους δημοσιογράφους τας τελευταίας στιγμάς της ανεψιάς του. Όπως είπεν, η σπουδάστρια επέστρεφε από το πανεπιστήμιον όταν συνέβη το τραγικόν γεγονός. Οι μαθηταί και οι συμφοιτηταί της ευρίσκονται εις κατάστασιν συγκλονισμού. Η κηδεία της θα γίνη αύριον και αναμένεται να προσέλθουν χιλιάδες φοιτηταί. Αι αρχαί συνεχίζουν τας ερεύνας διά την πλήρη διαλεύκανσιν της υποθέσεως και την απόδοσιν ευθυνών εις τους υπαιτίους. ΕΠΙΚΗΔΕΙΟΣ ΥΠΟ ΤΗΝ ΠΟΛΙΟΡΚΙΑΝ τοποθέτησε ότι αγρία ή προσπάθεια... Ο θείος της εφονευθείσης νεάνιδος διηγήθη εις τους δημοσιογράφους τας τελευταίας στιγμάς της ανεψιάς του. Όπως είπεν, η σπουδάστρια επέστρεφε από το πανεπιστήμιον όταν συνέβη το τραγικόν γεγονός. Οι μαθηταί και οι συμφοιτηταί της ευρίσκονται εις κατάστασιν συγκλονισμού. Η κηδεία της θα γίνη αύριον και αναμένεται να προσέλθουν χιλιάδες φοιτηταί. Αι αρχαί συνεχίζουν τας ερεύνας διά την πλήρη διαλεύκανσιν της υποθέσεως και την απόδοσιν ευθυνών εις τους υπαιτίους. [19,879,377,1214]
headline: Ο ΘΕΙΟΣ ΤΗΣ ΤΡΑΓΙΚΗΣ ΣΠΟΥΔΑΣΤΡΙΑΣ ΟΜΙΛΕΙ ΔΙΑ ΤΗΝ ΣΚΗΝΗΝ ΤΟΥ ΦΟΝΟΥ [22,838,374,876]
article-body: ΝΙΚΑΙΑ, 28. — Ωργανώθη και λειτουργεί ήδη εις την Νίκαιαν μεγάλη έκθεσις βιβλίου, εις την οποίαν συμμετέχουν πολλοί ξένοι εκδοτικοί οίκοι. Η έκθεσις προσελκύει μέγαν αριθμόν επισκεπτών και θα διαρκέση μέχρι τέλους του μηνός. [598,83,945,123]
headline: ΚΑΙ ΓΑΣΤΡΟΝΟΜΙΚΟΝ ΣΥΝΕΔΡΙΟΝ ΕΙΣ ΤΑΣ ΑΘΗΝΑΣ [396,169,578,195]
article-body: ΠΑΡΙΣΙΟΙ, 28. — Νεαρός προεκάλεσε τεραστίαν πυρκαϊάν εις αποθήκας της γαλλικής πρωτευούσης, διά να εκδικηθή, όπως ωμολόγησε, την γαλλικήν κοινωνίαν. Αι ζημίαι είναι σημαντικαί. [598,575,945,607]
